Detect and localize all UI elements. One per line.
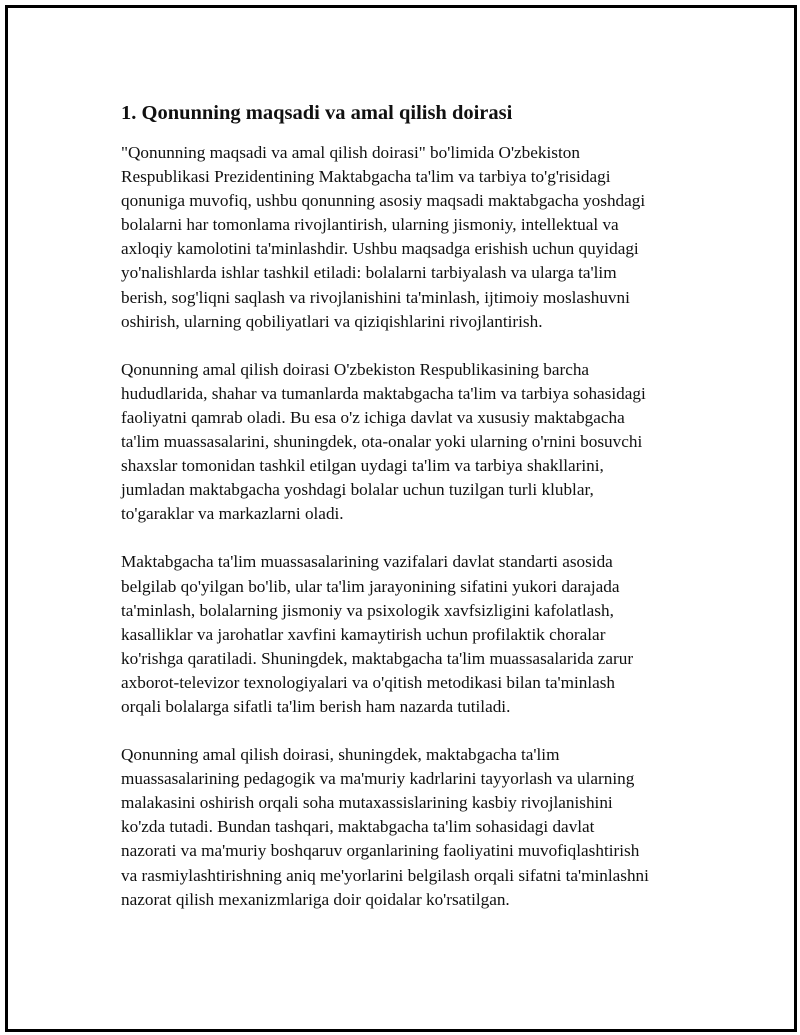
paragraph-line: muassasalarining pedagogik va ma'muriy kadrlarini tayyorlash va ularning bbox=[121, 769, 635, 789]
paragraph-line: faoliyatni qamrab oladi. Bu esa o'z ichiga davlat va xususiy maktabgacha bbox=[121, 407, 625, 427]
paragraph-line: nazorati va ma'muriy boshqaruv organlarining faoliyatini muvofiqlashtirish bbox=[121, 841, 640, 861]
paragraph-line: Qonunning amal qilish doirasi, shuningdek, maktabgacha ta'lim bbox=[121, 745, 560, 765]
paragraph-line: to'garaklar va markazlarni oladi. bbox=[121, 504, 344, 524]
paragraph-line: belgilab qo'yilgan bo'lib, ular ta'lim jarayonining sifatini yukori darajada bbox=[121, 576, 620, 596]
paragraph-line: hududlarida, shahar va tumanlarda maktabgacha ta'lim va tarbiya sohasidagi bbox=[121, 383, 646, 403]
paragraph-line: axloqiy kamolotini ta'minlashdir. Ushbu maqsadga erishish uchun quyidagi bbox=[121, 239, 639, 259]
paragraph-line: ta'minlash, bolalarning jismoniy va psixologik xavfsizligini kafolatlash, bbox=[121, 600, 614, 620]
paragraph-line: oshirish, ularning qobiliyatlari va qiziqishlarini rivojlantirish. bbox=[121, 311, 543, 331]
page-frame bbox=[5, 5, 797, 1032]
paragraph-line: ko'rishga qaratiladi. Shuningdek, maktabgacha ta'lim muassasalarida zarur bbox=[121, 648, 634, 668]
paragraph-3 bbox=[121, 550, 691, 719]
document-body bbox=[121, 100, 691, 936]
paragraph-line: kasalliklar va jarohatlar xavfini kamaytirish uchun profilaktik choralar bbox=[121, 624, 606, 644]
paragraph-1 bbox=[121, 141, 691, 334]
paragraph-line: bolalarni har tomonlama rivojlantirish, ularning jismoniy, intellektual va bbox=[121, 215, 619, 235]
paragraph-line: malakasini oshirish orqali soha mutaxassislarining kasbiy rivojlanishini bbox=[121, 793, 613, 813]
paragraph-4 bbox=[121, 743, 691, 912]
paragraph-line: shaxslar tomonidan tashkil etilgan uydagi ta'lim va tarbiya shakllarini, bbox=[121, 456, 604, 476]
paragraph-line: orqali bolalarga sifatli ta'lim berish ham nazarda tutiladi. bbox=[121, 696, 511, 716]
paragraph-line: qonuniga muvofiq, ushbu qonunning asosiy maqsadi maktabgacha yoshdagi bbox=[121, 191, 646, 211]
section-title: 1. Qonunning maqsadi va amal qilish doirasi bbox=[121, 102, 513, 124]
paragraph-line: Qonunning amal qilish doirasi O'zbekiston Respublikasining barcha bbox=[121, 359, 590, 379]
paragraph-line: axborot-televizor texnologiyalari va o'qitish metodikasi bilan ta'minlash bbox=[121, 672, 616, 692]
paragraph-2 bbox=[121, 358, 691, 527]
paragraph-line: va rasmiylashtirishning aniq me'yorlarini belgilash orqali sifatni ta'minlashni bbox=[121, 865, 649, 885]
paragraph-line: jumladan maktabgacha yoshdagi bolalar uchun tuzilgan turli klublar, bbox=[121, 480, 594, 500]
paragraph-line: nazorat qilish mexanizmlariga doir qoidalar ko'rsatilgan. bbox=[121, 889, 510, 909]
paragraph-line: "Qonunning maqsadi va amal qilish doirasi" bo'limida O'zbekiston bbox=[121, 143, 580, 162]
paragraph-line: ko'zda tutadi. Bundan tashqari, maktabgacha ta'lim sohasidagi davlat bbox=[121, 817, 595, 837]
paragraph-line: ta'lim muassasalarini, shuningdek, ota-onalar yoki ularning o'rnini bosuvchi bbox=[121, 432, 643, 452]
paragraph-line: Maktabgacha ta'lim muassasalarining vazifalari davlat standarti asosida bbox=[121, 552, 613, 572]
paragraph-line: Respublikasi Prezidentining Maktabgacha ta'lim va tarbiya to'g'risidagi bbox=[121, 167, 611, 187]
paragraph-line: yo'nalishlarda ishlar tashkil etiladi: bolalarni tarbiyalash va ularga ta'lim bbox=[121, 263, 617, 283]
paragraph-line: berish, sog'liqni saqlash va rivojlanishini ta'minlash, ijtimoiy moslashuvni bbox=[121, 287, 630, 307]
